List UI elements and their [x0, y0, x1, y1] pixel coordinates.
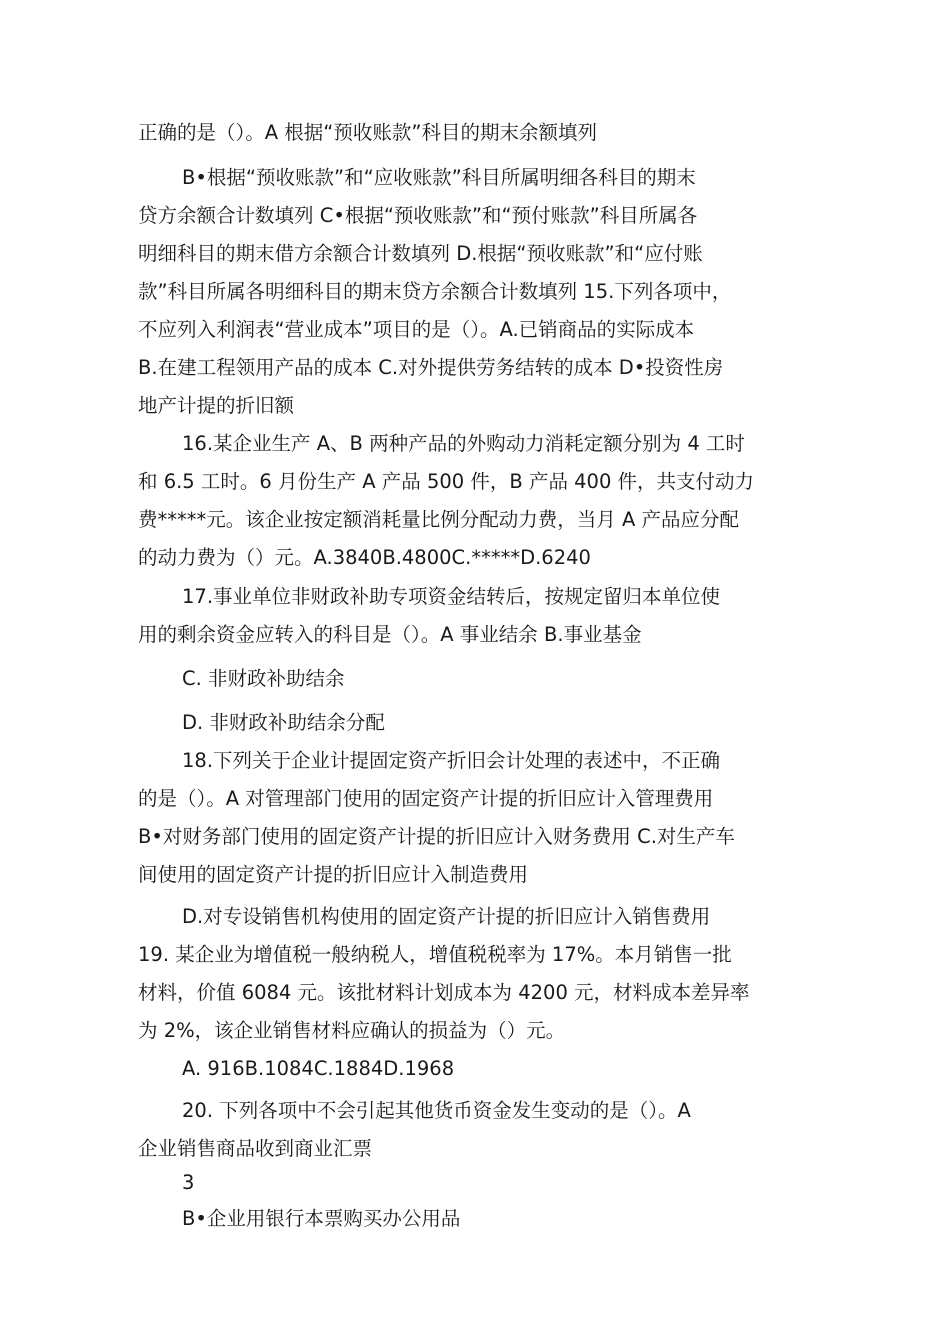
text-line: 3: [182, 1171, 195, 1194]
text-line: 不应列入利润表“营业成本”项目的是（）。A.已销商品的实际成本: [138, 318, 695, 341]
text-line: 间使用的固定资产计提的折旧应计入制造费用: [138, 863, 529, 886]
text-line: A. 916B.1084C.1884D.1968: [182, 1057, 455, 1080]
text-line: 18.下列关于企业计提固定资产折旧会计处理的表述中，不正确: [182, 749, 721, 772]
text-line: 材料，价值 6084 元。该批材料计划成本为 4200 元，材料成本差异率: [138, 981, 750, 1004]
paragraph-q18: [138, 742, 818, 894]
paragraph-q20-option-b: [138, 1200, 818, 1238]
text-line: 的动力费为（）元。A.3840B.4800C.*****D.6240: [138, 546, 591, 569]
text-line: C. 非财政补助结余: [182, 667, 345, 690]
text-line: 16.某企业生产 A、B 两种产品的外购动力消耗定额分别为 4 工时: [182, 432, 745, 455]
text-line: B•对财务部门使用的固定资产计提的折旧应计入财务费用 C.对生产车: [138, 825, 735, 848]
paragraph-q20: [138, 1092, 818, 1168]
paragraph-q17: [138, 578, 818, 654]
text-line: B.在建工程领用产品的成本 C.对外提供劳务结转的成本 D•投资性房: [138, 356, 724, 379]
text-line: 19. 某企业为增值税一般纳税人，增值税税率为 17%。本月销售一批: [138, 943, 732, 966]
paragraph-q18-option-d-q19: [138, 898, 818, 1050]
text-line: B•根据“预收账款”和“应收账款”科目所属明细各科目的期末: [182, 166, 696, 189]
text-line: 17.事业单位非财政补助专项资金结转后，按规定留归本单位使: [182, 585, 721, 608]
text-line: 地产计提的折旧额: [138, 394, 295, 417]
text-line: 费*****元。该企业按定额消耗量比例分配动力费，当月 A 产品应分配: [138, 508, 739, 531]
text-line: D.对专设销售机构使用的固定资产计提的折旧应计入销售费用: [182, 905, 711, 928]
text-line: 明细科目的期末借方余额合计数填列 D.根据“预收账款”和“应付账: [138, 242, 703, 265]
paragraph-q17-option-c: [138, 660, 818, 698]
text-line: 用的剩余资金应转入的科目是（）。A 事业结余 B.事业基金: [138, 623, 642, 646]
text-line: 和 6.5 工时。6 月份生产 A 产品 500 件，B 产品 400 件，共支付动力: [138, 470, 755, 493]
page-number: [138, 1164, 818, 1202]
text-line: 20. 下列各项中不会引起其他货币资金发生变动的是（）。A: [182, 1099, 691, 1122]
paragraph-q17-option-d: [138, 704, 818, 742]
text-line: 企业销售商品收到商业汇票: [138, 1137, 373, 1160]
text-line: 的是（）。A 对管理部门使用的固定资产计提的折旧应计入管理费用: [138, 787, 714, 810]
paragraph-q14-option-a: [138, 114, 818, 152]
text-line: 为 2%，该企业销售材料应确认的损益为（）元。: [138, 1019, 566, 1042]
text-line: 贷方余额合计数填列 C•根据“预收账款”和“预付账款”科目所属各: [138, 204, 698, 227]
text-line: D. 非财政补助结余分配: [182, 711, 385, 734]
text-line: B•企业用银行本票购买办公用品: [182, 1207, 461, 1230]
paragraph-q14-15: [138, 159, 818, 425]
text-line: 正确的是（）。A 根据“预收账款”科目的期末余额填列: [138, 121, 597, 144]
text-line: 款”科目所属各明细科目的期末贷方余额合计数填列 15.下列各项中，: [138, 280, 732, 303]
paragraph-q19-options: [138, 1050, 818, 1088]
paragraph-q16: [138, 425, 818, 577]
